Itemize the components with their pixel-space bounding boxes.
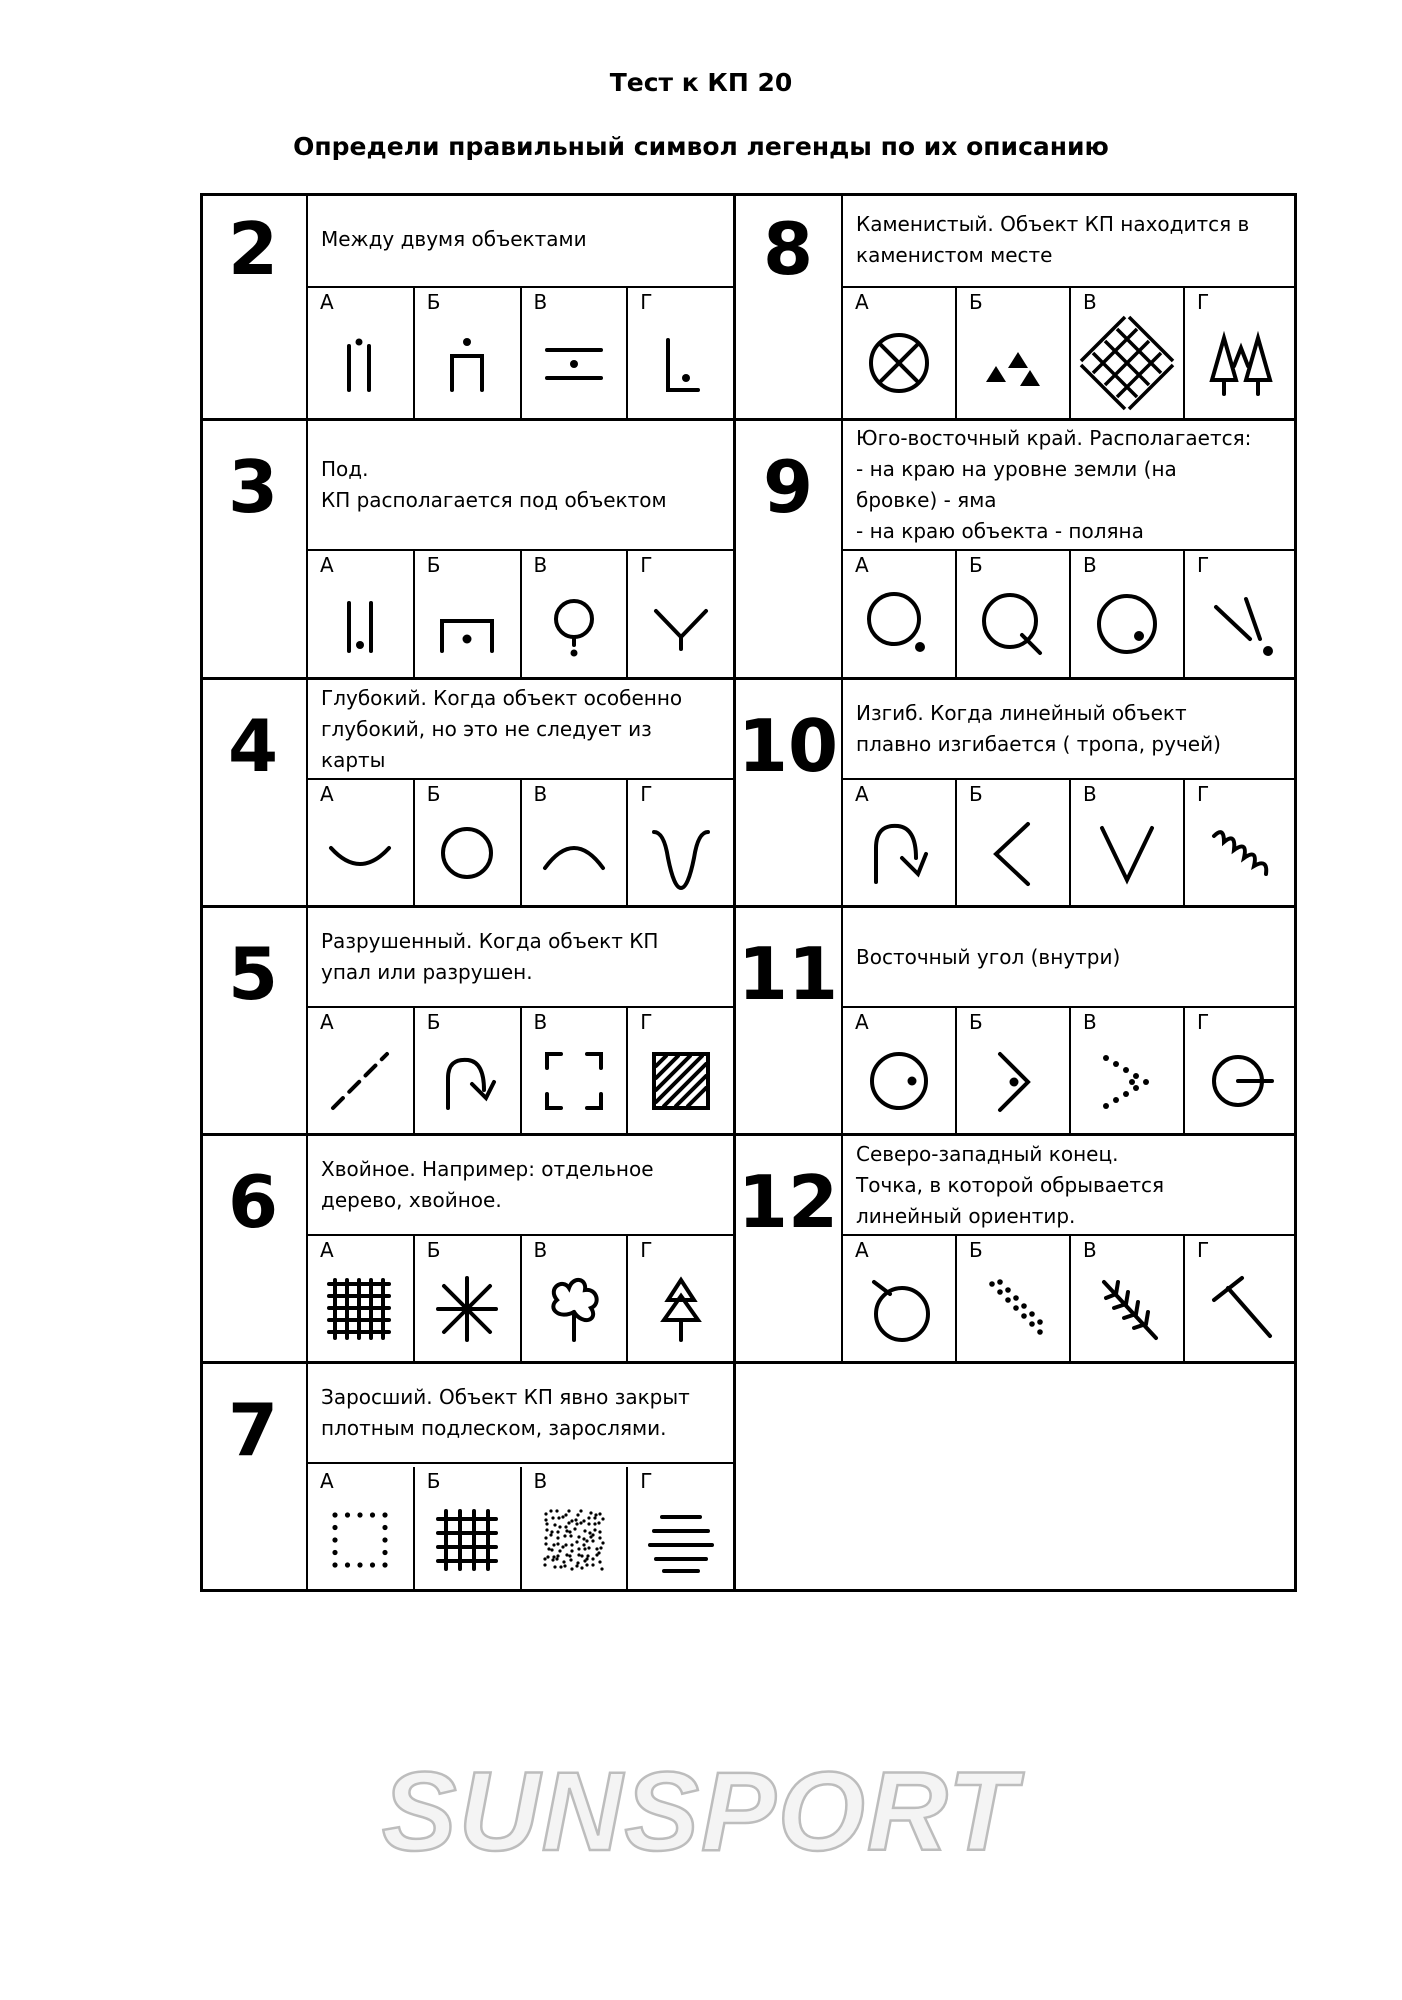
question-description bbox=[308, 193, 733, 288]
option-letter: Г bbox=[1197, 1238, 1210, 1262]
answer-options bbox=[308, 780, 733, 905]
legend-symbol-icon bbox=[1092, 328, 1162, 398]
answer-option-1[interactable] bbox=[308, 1008, 415, 1133]
legend-symbol-icon bbox=[1206, 1046, 1276, 1116]
question-5 bbox=[200, 908, 733, 1136]
legend-symbol-icon bbox=[1206, 818, 1276, 888]
question-2 bbox=[200, 193, 733, 421]
option-letter: В bbox=[1083, 782, 1097, 806]
legend-symbol-icon bbox=[1092, 818, 1162, 888]
question-number: 12 bbox=[737, 1160, 839, 1244]
question-number: 8 bbox=[762, 207, 814, 291]
answer-option-3[interactable] bbox=[1071, 1008, 1185, 1133]
question-number: 4 bbox=[227, 704, 279, 788]
question-description bbox=[843, 193, 1297, 288]
legend-symbol-icon bbox=[432, 818, 502, 888]
legend-symbol-icon bbox=[646, 589, 716, 659]
option-letter: В bbox=[1083, 553, 1097, 577]
answer-option-3[interactable] bbox=[522, 551, 629, 677]
answer-option-4[interactable] bbox=[628, 1008, 733, 1133]
option-letter: А bbox=[855, 782, 869, 806]
sunsport-logo bbox=[320, 1750, 1080, 1880]
legend-symbol-icon bbox=[646, 1274, 716, 1344]
option-letter: Б bbox=[426, 1238, 441, 1262]
answer-option-4[interactable] bbox=[628, 780, 733, 905]
legend-symbol-icon bbox=[864, 818, 934, 888]
legend-symbol-icon bbox=[325, 1505, 395, 1575]
answer-option-4[interactable] bbox=[628, 288, 733, 418]
question-number-cell bbox=[735, 1136, 843, 1361]
answer-options bbox=[308, 288, 733, 418]
legend-symbol-icon bbox=[1206, 589, 1276, 659]
question-number: 5 bbox=[227, 932, 279, 1016]
legend-symbol-icon bbox=[646, 328, 716, 398]
answer-option-2[interactable] bbox=[415, 288, 522, 418]
option-letter: В bbox=[533, 1469, 548, 1493]
legend-symbol-icon bbox=[325, 818, 395, 888]
option-letter: В bbox=[533, 1010, 548, 1034]
question-number-cell bbox=[735, 908, 843, 1133]
option-letter: Б bbox=[969, 1010, 983, 1034]
answer-option-1[interactable] bbox=[308, 780, 415, 905]
option-letter: Г bbox=[640, 782, 653, 806]
question-number: 3 bbox=[227, 445, 279, 529]
legend-symbol-icon bbox=[864, 589, 934, 659]
legend-symbol-icon bbox=[325, 589, 395, 659]
option-letter: А bbox=[320, 553, 334, 577]
question-10 bbox=[735, 680, 1297, 908]
legend-symbol-icon bbox=[978, 1046, 1048, 1116]
question-9 bbox=[735, 421, 1297, 680]
answer-option-3[interactable] bbox=[522, 288, 629, 418]
question-text: Северо-западный конец. Точка, в которой обрывается линейный ориентир. bbox=[856, 1141, 1165, 1228]
answer-option-2[interactable] bbox=[415, 1236, 522, 1361]
option-letter: В bbox=[1083, 290, 1097, 314]
option-letter: В bbox=[533, 1238, 548, 1262]
question-6 bbox=[200, 1136, 733, 1364]
question-number: 6 bbox=[227, 1160, 279, 1244]
question-description bbox=[843, 421, 1297, 551]
answer-option-4[interactable] bbox=[628, 551, 733, 677]
legend-symbol-icon bbox=[1206, 1274, 1276, 1344]
legend-symbol-icon bbox=[1092, 589, 1162, 659]
option-letter: Б bbox=[426, 1469, 441, 1493]
answer-option-4[interactable] bbox=[1185, 780, 1297, 905]
question-description bbox=[308, 908, 733, 1008]
answer-option-1[interactable] bbox=[308, 551, 415, 677]
legend-symbol-icon bbox=[646, 1505, 716, 1575]
page-subtitle: Определи правильный символ легенды по их описанию bbox=[293, 132, 1109, 161]
legend-symbol-icon bbox=[978, 818, 1048, 888]
option-letter: А bbox=[320, 782, 334, 806]
legend-symbol-icon bbox=[539, 818, 609, 888]
answer-options bbox=[308, 551, 733, 677]
answer-option-3[interactable] bbox=[1071, 1236, 1185, 1361]
question-number-cell bbox=[200, 193, 308, 418]
question-3 bbox=[200, 421, 733, 680]
answer-option-2[interactable] bbox=[415, 551, 522, 677]
answer-option-3[interactable] bbox=[1071, 780, 1185, 905]
question-text: Изгиб. Когда линейный объект плавно изгибается ( тропа, ручей) bbox=[856, 701, 1221, 756]
question-number-cell bbox=[200, 421, 308, 677]
option-letter: А bbox=[855, 1238, 869, 1262]
page-title: Тест к КП 20 bbox=[609, 68, 793, 97]
option-letter: Г bbox=[640, 553, 653, 577]
legend-symbol-icon bbox=[432, 1274, 502, 1344]
answer-option-1[interactable] bbox=[843, 1236, 957, 1361]
option-letter: А bbox=[855, 553, 869, 577]
legend-symbol-icon bbox=[432, 589, 502, 659]
option-letter: В bbox=[533, 553, 548, 577]
option-letter: Г bbox=[640, 1469, 653, 1493]
option-letter: Г bbox=[1197, 290, 1210, 314]
option-letter: Б bbox=[969, 553, 983, 577]
option-letter: В bbox=[533, 290, 548, 314]
question-text: Разрушенный. Когда объект КП упал или разрушен. bbox=[321, 929, 659, 984]
svg-text:SUNSPORT: SUNSPORT bbox=[381, 1750, 1019, 1874]
question-11 bbox=[735, 908, 1297, 1136]
question-description bbox=[308, 1364, 733, 1464]
question-text: Юго-восточный край. Располагается: - на краю на уровне земли (на бровке) - яма - на краю объекта - поляна bbox=[856, 426, 1252, 543]
question-12 bbox=[735, 1136, 1297, 1364]
question-text: Каменистый. Объект КП находится в каменистом месте bbox=[856, 211, 1250, 267]
option-letter: В bbox=[533, 782, 548, 806]
answer-options bbox=[843, 551, 1297, 677]
legend-symbol-icon bbox=[864, 328, 934, 398]
option-letter: Б bbox=[969, 290, 983, 314]
answer-option-3[interactable] bbox=[522, 1467, 629, 1592]
option-letter: Г bbox=[640, 1010, 653, 1034]
question-number: 7 bbox=[227, 1388, 279, 1472]
question-text: Хвойное. Например: отдельное дерево, хвойное. bbox=[321, 1157, 654, 1212]
legend-symbol-icon bbox=[432, 328, 502, 398]
answer-option-3[interactable] bbox=[522, 1008, 629, 1133]
answer-option-3[interactable] bbox=[1071, 288, 1185, 418]
legend-symbol-icon bbox=[864, 1046, 934, 1116]
legend-symbol-icon bbox=[432, 1505, 502, 1575]
legend-symbol-icon bbox=[432, 1046, 502, 1116]
legend-symbol-icon bbox=[539, 1505, 609, 1575]
question-number: 2 bbox=[227, 207, 279, 291]
answer-options bbox=[843, 780, 1297, 905]
legend-symbol-icon bbox=[325, 1046, 395, 1116]
option-letter: Б bbox=[969, 782, 983, 806]
question-text: Между двумя объектами bbox=[321, 227, 587, 251]
answer-option-1[interactable] bbox=[843, 551, 957, 677]
option-letter: Б bbox=[426, 1010, 441, 1034]
legend-symbol-icon bbox=[646, 1046, 716, 1116]
legend-symbol-icon bbox=[539, 328, 609, 398]
answer-option-1[interactable] bbox=[843, 288, 957, 418]
answer-option-2[interactable] bbox=[957, 780, 1071, 905]
question-number: 11 bbox=[737, 932, 839, 1016]
option-letter: Г bbox=[1197, 1010, 1210, 1034]
legend-symbol-icon bbox=[978, 589, 1048, 659]
answer-option-2[interactable] bbox=[415, 1467, 522, 1592]
answer-options bbox=[308, 1236, 733, 1361]
answer-option-1[interactable] bbox=[308, 288, 415, 418]
answer-option-4[interactable] bbox=[1185, 551, 1297, 677]
legend-symbol-icon bbox=[325, 1274, 395, 1344]
question-description bbox=[843, 908, 1297, 1008]
question-number-cell bbox=[200, 1136, 308, 1361]
option-letter: Г bbox=[1197, 553, 1210, 577]
legend-symbol-icon bbox=[978, 1274, 1048, 1344]
question-number: 10 bbox=[737, 704, 839, 788]
answer-option-1[interactable] bbox=[308, 1467, 415, 1592]
option-letter: А bbox=[855, 1010, 869, 1034]
answer-options bbox=[843, 288, 1297, 418]
legend-symbol-icon bbox=[864, 1274, 934, 1344]
question-number-cell bbox=[735, 421, 843, 677]
answer-option-4[interactable] bbox=[1185, 1236, 1297, 1361]
question-description bbox=[843, 680, 1297, 780]
answer-option-4[interactable] bbox=[1185, 288, 1297, 418]
legend-symbol-icon bbox=[539, 1274, 609, 1344]
answer-option-1[interactable] bbox=[843, 1008, 957, 1133]
question-description bbox=[843, 1136, 1297, 1236]
legend-symbol-icon bbox=[978, 328, 1048, 398]
answer-option-4[interactable] bbox=[1185, 1008, 1297, 1133]
question-number-cell bbox=[735, 193, 843, 418]
answer-options bbox=[843, 1236, 1297, 1361]
option-letter: Г bbox=[1197, 782, 1210, 806]
option-letter: Г bbox=[640, 290, 653, 314]
question-description bbox=[308, 421, 733, 551]
question-number-cell bbox=[200, 908, 308, 1133]
answer-option-2[interactable] bbox=[957, 1236, 1071, 1361]
question-8 bbox=[735, 193, 1297, 421]
question-number-cell bbox=[200, 680, 308, 905]
question-number: 9 bbox=[762, 445, 814, 529]
answer-option-2[interactable] bbox=[415, 1008, 522, 1133]
answer-option-1[interactable] bbox=[308, 1236, 415, 1361]
question-description bbox=[308, 680, 733, 780]
question-description bbox=[308, 1136, 733, 1236]
answer-option-2[interactable] bbox=[957, 1008, 1071, 1133]
answer-option-2[interactable] bbox=[957, 551, 1071, 677]
answer-options bbox=[843, 1008, 1297, 1133]
answer-option-2[interactable] bbox=[415, 780, 522, 905]
option-letter: В bbox=[1083, 1238, 1097, 1262]
legend-symbol-icon bbox=[1206, 328, 1276, 398]
option-letter: Г bbox=[640, 1238, 653, 1262]
option-letter: Б bbox=[426, 553, 441, 577]
option-letter: Б bbox=[969, 1238, 983, 1262]
option-letter: А bbox=[320, 1010, 334, 1034]
answer-option-3[interactable] bbox=[522, 780, 629, 905]
option-letter: Б bbox=[426, 290, 441, 314]
legend-symbol-icon bbox=[1092, 1046, 1162, 1116]
question-4 bbox=[200, 680, 733, 908]
option-letter: Б bbox=[426, 782, 441, 806]
answer-option-3[interactable] bbox=[1071, 551, 1185, 677]
option-letter: В bbox=[1083, 1010, 1097, 1034]
question-number-cell bbox=[735, 680, 843, 905]
option-letter: А bbox=[320, 290, 334, 314]
answer-options bbox=[308, 1467, 733, 1592]
legend-symbol-icon bbox=[325, 328, 395, 398]
legend-symbol-icon bbox=[539, 589, 609, 659]
question-7 bbox=[200, 1364, 733, 1592]
question-text: Глубокий. Когда объект особенно глубокий, но это не следует из карты bbox=[321, 685, 683, 772]
answer-options bbox=[308, 1008, 733, 1133]
answer-option-4[interactable] bbox=[628, 1467, 733, 1592]
legend-symbol-icon bbox=[539, 1046, 609, 1116]
answer-option-3[interactable] bbox=[522, 1236, 629, 1361]
answer-option-1[interactable] bbox=[843, 780, 957, 905]
question-text: Восточный угол (внутри) bbox=[856, 944, 1121, 969]
answer-option-4[interactable] bbox=[628, 1236, 733, 1361]
question-text: Под. КП располагается под объектом bbox=[321, 457, 667, 512]
option-letter: А bbox=[320, 1469, 334, 1493]
option-letter: А bbox=[855, 290, 869, 314]
legend-symbol-icon bbox=[646, 818, 716, 888]
question-number-cell bbox=[200, 1364, 308, 1592]
option-letter: А bbox=[320, 1238, 334, 1262]
question-text: Заросший. Объект КП явно закрыт плотным подлеском, зарослями. bbox=[321, 1385, 690, 1440]
legend-symbol-icon bbox=[1092, 1274, 1162, 1344]
answer-option-2[interactable] bbox=[957, 288, 1071, 418]
